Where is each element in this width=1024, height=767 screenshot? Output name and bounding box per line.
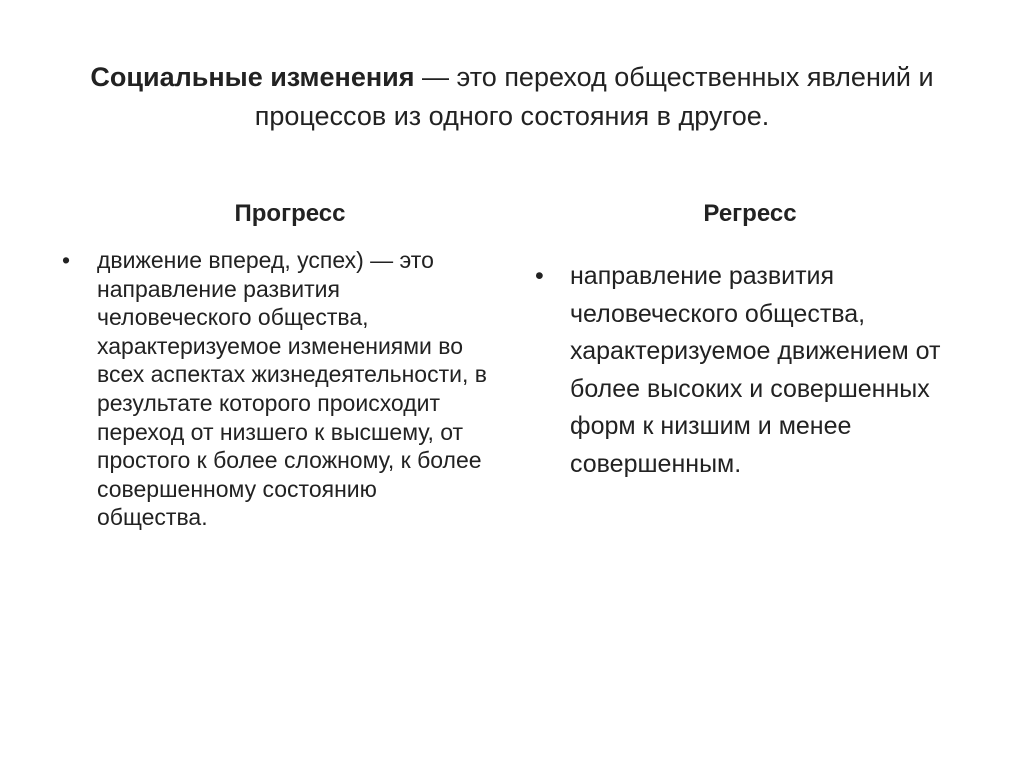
progress-heading: Прогресс: [234, 200, 346, 227]
slide-title: [60, 58, 964, 136]
title-definition: — это переход общественных явлений и процессов из одного состояния в другое.: [254, 62, 934, 131]
progress-text: движение вперед, успех) — это направление развития человеческого общества, характеризуемое изменениями во всех аспектах жизнедеятельности, в результате которого происходит переход от низшего к высшему, от простого к более сложному, к более совершенному состоянию общества.: [97, 247, 487, 531]
regress-text: направление развития человеческого общества, характеризуемое движением от более высоких и совершенных форм к низшим и менее совершенным.: [570, 262, 941, 478]
bullet-icon: •: [535, 262, 544, 290]
regress-definition: [535, 258, 970, 483]
bullet-icon: •: [62, 247, 71, 273]
regress-heading: Регресс: [703, 200, 797, 227]
title-term: Социальные изменения: [90, 62, 415, 92]
progress-definition: [62, 246, 487, 532]
